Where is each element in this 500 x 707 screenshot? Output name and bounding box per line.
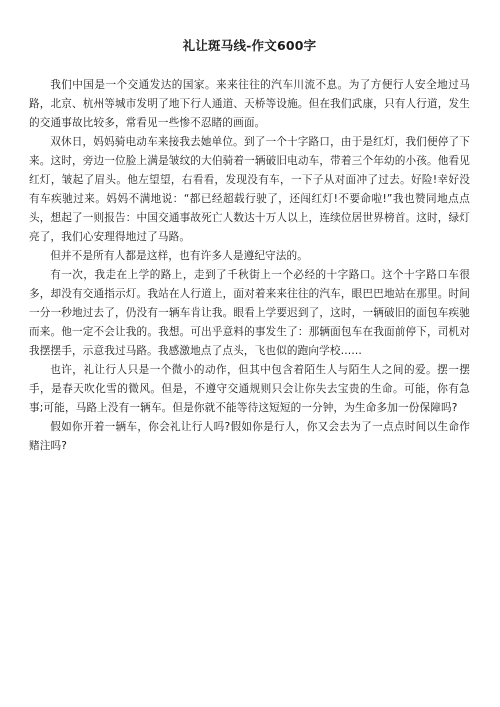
paragraph-3: 但并不是所有人都是这样，也有许多人是遵纪守法的。	[50, 250, 309, 262]
paragraph-4: 有一次，我走在上学的路上，走到了千秋街上一个必经的十字路口。这个十字路口车很多，却没有交通指示灯。我站在人行道上，面对着来来往往的汽车，眼巴巴地站在那里。时间一分一秒地过去了，仍没有一辆车肯让我。眼看上学要迟到了，这时，一辆破旧的面包车疾驰而来。他一定不会让我的。我想。可出乎意料的事发生了：那辆面包车在我面前停下，司机对我摆摆手，示意我过马路。我感激地点了点头，飞也似的跑向学校……	[29, 269, 470, 357]
paragraph-1: 我们中国是一个交通发达的国家。来来往往的汽车川流不息。为了方便行人安全地过马路，北京、杭州等城市发明了地下行人通道、天桥等设施。但在我们武康，只有人行道，发生的交通事故比较多，常看见一些惨不忍睹的画面。	[29, 79, 470, 129]
paragraph-6: 假如你开着一辆车，你会礼让行人吗?假如你是行人，你又会去为了一点点时间以生命作赌注吗?	[29, 421, 470, 452]
document-body	[29, 76, 470, 456]
paragraph-2: 双休日，妈妈骑电动车来接我去她单位。到了一个十字路口，由于是红灯，我们便停了下来。这时，旁边一位脸上满是皱纹的大伯骑着一辆破旧电动车，带着三个年幼的小孩。他看见红灯，皱起了眉头。他左望望，右看看，发现没有车，一下子从对面冲了过去。好险!幸好没有车疾驰过来。妈妈不满地说：“都已经超载行驶了，还闯红灯!不要命啦!”我也赞同地点点头，想起了一则报告：中国交通事故死亡人数达十万人以上，连续位居世界榜首。这时，绿灯亮了，我们心安理得地过了马路。	[29, 136, 470, 243]
paragraph-5: 也许，礼让行人只是一个微小的动作，但其中包含着陌生人与陌生人之间的爱。摆一摆手，是春天吹化雪的微风。但是，不遵守交通规则只会让你失去宝贵的生命。可能，你有急事;可能，马路上没有一辆车。但是你就不能等待这短短的一分钟，为生命多加一份保障吗?	[29, 364, 470, 414]
document-title: 礼让斑马线-作文600字	[182, 38, 317, 53]
